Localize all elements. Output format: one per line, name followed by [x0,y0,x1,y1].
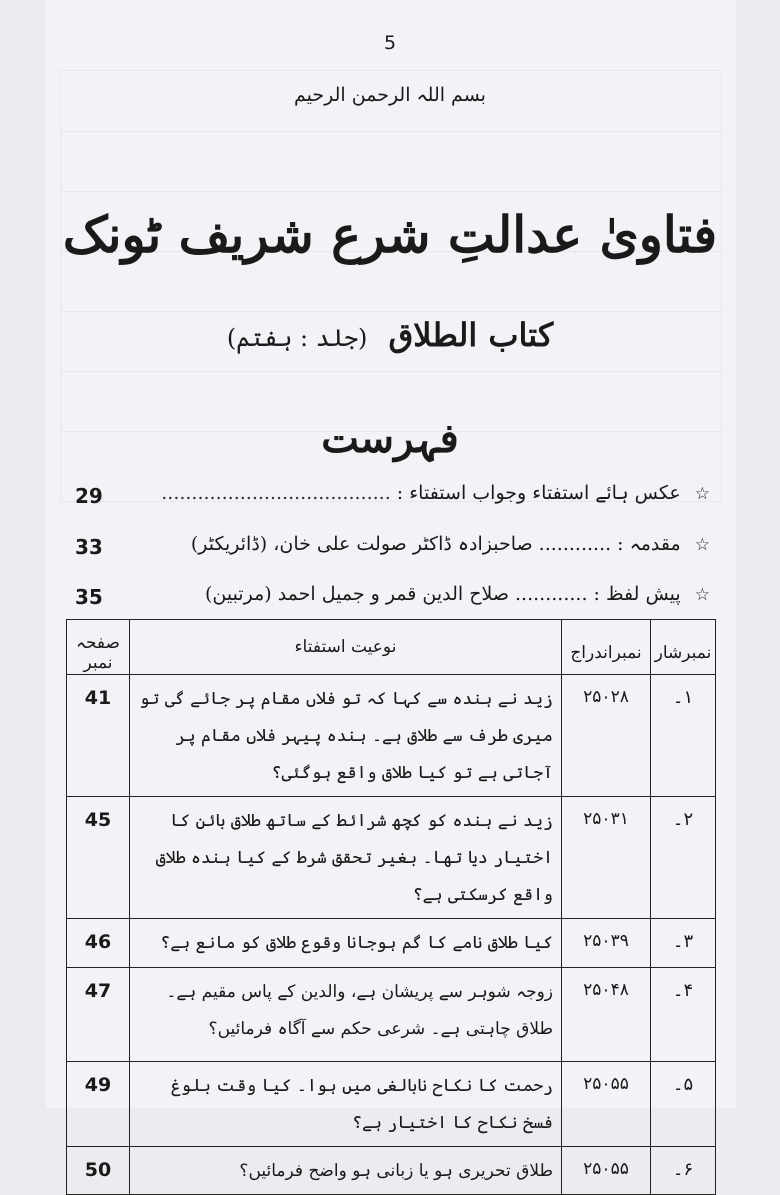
question-text: طلاق تحریری ہو یا زبانی ہو واضح فرمائیں؟ [130,1147,562,1195]
serial-number: ۵۔ [651,1062,716,1147]
front-matter-entry [75,583,710,617]
entry-title: عکس ہائے استفتاء وجواب استفتاء : [396,482,681,504]
page-number-cell: 45 [67,797,130,919]
question-text: زید نے ہندہ کو کچھ شرائط کے ساتھ طلاق بائن کا اختیار دیا تھا۔ بغیر تحقق شرط کے کیا ہندہ طلاق واقع کرسکتی ہے؟ [130,797,562,919]
page-number: 5 [383,32,397,54]
page-number-cell: 49 [67,1062,130,1147]
header-serial-number: نمبرشار [651,620,716,675]
serial-number: ۴۔ [651,968,716,1062]
dot-leader: ...................................... [161,482,391,504]
header-registration-number: نمبراندراج [562,620,651,675]
page-number-cell: 50 [67,1147,130,1195]
table-row [67,1062,716,1147]
table-header-row [67,620,716,675]
header-question-type: نوعیت استفتاء [130,620,562,675]
volume-label: (جلد : ہفتم) [226,324,368,352]
serial-number: ۳۔ [651,919,716,968]
front-matter-entry [75,533,710,567]
front-matter-text [205,583,710,605]
book-subtitle [0,316,780,354]
star-icon: ☆ [694,535,710,555]
subtitle-text: کتاب الطلاق [388,316,554,354]
page-number-cell: 46 [67,919,130,968]
table-row [67,1147,716,1195]
front-matter-text [161,482,710,504]
contents-table [66,619,716,1195]
entry-title: مقدمہ : ............ صاحبزادہ ڈاکٹر صولت علی خان، (ڈائریکٹر) [190,533,681,555]
entry-page-number: 35 [75,585,103,609]
index-title: فہرست [321,415,459,462]
entry-page-number: 33 [75,535,103,559]
page-number-cell: 41 [67,675,130,797]
registration-number: ۲۵۰۳۹ [562,919,651,968]
entry-page-number: 29 [75,484,103,508]
question-text: زید نے ہندہ سے کہا کہ تو فلاں مقام پر جائے گی تو میری طرف سے طلاق ہے۔ ہندہ پیہر فلاں مقام پر آجاتی ہے تو کیا طلاق واقع ہوگئی؟ [130,675,562,797]
star-icon: ☆ [694,585,710,605]
front-matter-text [191,533,710,555]
registration-number: ۲۵۰۳۱ [562,797,651,919]
table-row [67,968,716,1062]
registration-number: ۲۵۰۵۵ [562,1147,651,1195]
registration-number: ۲۵۰۲۸ [562,675,651,797]
table-row [67,919,716,968]
bismillah: بسم اللہ الرحمن الرحیم [294,84,486,106]
page-number-cell: 47 [67,968,130,1062]
question-text: رحمت کا نکاح نابالغی میں ہوا۔ کیا وقت بلوغ فسخ نکاح کا اختیار ہے؟ [130,1062,562,1147]
table-row [67,797,716,919]
serial-number: ۱۔ [651,675,716,797]
question-text: زوجہ شوہر سے پریشان ہے، والدین کے پاس مقیم ہے۔ طلاق چاہتی ہے۔ شرعی حکم سے آگاہ فرمائیں؟ [130,968,562,1062]
header-page-number: صفحہ نمبر [67,620,130,675]
entry-title: پیش لفظ : ............ صلاح الدین قمر و جمیل احمد (مرتبین) [204,583,681,605]
serial-number: ۲۔ [651,797,716,919]
registration-number: ۲۵۰۵۵ [562,1062,651,1147]
question-text: کیا طلاق نامے کا گم ہوجانا وقوع طلاق کو مانع ہے؟ [130,919,562,968]
serial-number: ۶۔ [651,1147,716,1195]
table-row [67,675,716,797]
registration-number: ۲۵۰۴۸ [562,968,651,1062]
book-title: فتاویٰ عدالتِ شرع شریف ٹونک [62,205,718,264]
front-matter-entry [75,482,710,516]
star-icon: ☆ [694,484,710,504]
